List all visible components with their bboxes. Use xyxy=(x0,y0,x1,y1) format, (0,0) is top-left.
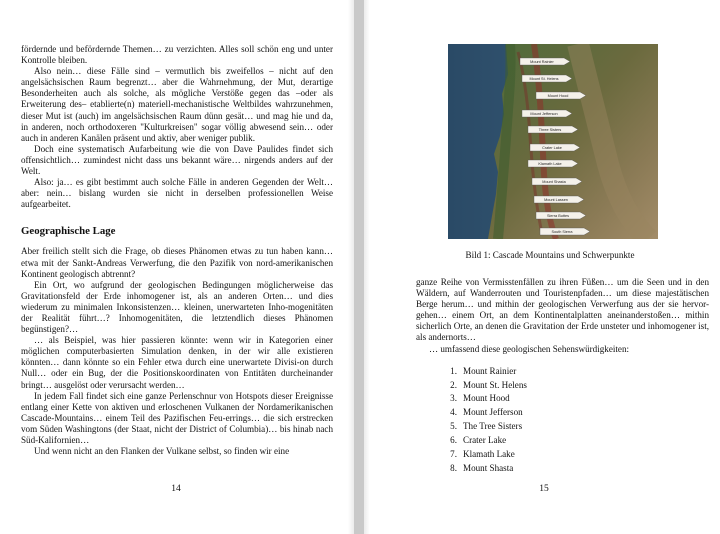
list-item-number: 4. xyxy=(450,407,457,418)
map-label xyxy=(536,212,586,219)
list-item xyxy=(416,406,709,420)
paragraph: Doch eine systematisch Aufarbeitung wie die von Dave Paulides findet sich offensichtlich… zumindest nicht dass uns bekannt wäre… nirgends anders auf der Welt. xyxy=(21,143,333,177)
paragraph: In jedem Fall findet sich eine ganze Perlenschnur von Hotspots dieser Ereignisse entlang einer Kette von aktiven und erloschenen Vulkanen der Nordamerikanischen Cascade-Mountains… einem Teil des Pazifischen Feu-errings… die sich erstrecken vom Süden Washingtons (der Staat, nicht der District of Columbia)… bis hinab nach Süd-Kalifornien… xyxy=(21,390,333,445)
map-label xyxy=(532,178,582,185)
list-item-label: The Tree Sisters xyxy=(463,421,523,432)
map-label-text: Mount Rainier xyxy=(530,60,554,65)
map-label-text: Three Sisters xyxy=(538,128,562,133)
map-label-text: Mount St. Helens xyxy=(529,77,559,82)
paragraph: Also nein… diese Fälle sind – vermutlich bis zweifellos – nicht auf den angelsächsischen Raum begrenzt… aber die Wahrnehmung, der Mut, derartige Besonderheiten auch als solche, als mögliche Verstöße gegen das –oder als Erweiterung des– etablierte(n) materiell-mechanistische Weltbildes wahrzunehmen, dieser Mut ist (auch) im angelsächsischen Raum dünn gesät… und mag hie und da, in anderen, noch orthodoxeren "Kulturkreisen" sogar völlig abwesend sein… oder auch in anderen Kanälen präsent und aktiv, aber weniger publik. xyxy=(21,66,333,143)
map-label xyxy=(530,144,580,151)
list-item-label: Mount Rainier xyxy=(463,365,517,376)
map-label xyxy=(522,75,572,82)
list-item-number: 3. xyxy=(450,393,457,404)
right-page xyxy=(364,0,720,534)
map-label-text: Mount Lassen xyxy=(544,198,568,203)
list-item xyxy=(416,462,709,476)
map-label-text: Klamath Lake xyxy=(538,162,562,167)
paragraph: Und wenn nicht an den Flanken der Vulkane selbst, so finden wir eine xyxy=(34,446,290,457)
cascade-map-figure xyxy=(448,44,658,239)
list-item-number: 8. xyxy=(450,462,457,473)
list-item xyxy=(416,392,709,406)
map-label xyxy=(528,160,578,167)
list-item-label: Mount Jefferson xyxy=(463,407,523,418)
figure-caption: Bild 1: Cascade Mountains und Schwerpunkte xyxy=(465,250,635,260)
list-item-number: 1. xyxy=(450,365,457,376)
satellite-map xyxy=(448,44,658,239)
map-label xyxy=(540,228,590,235)
paragraph: ganze Reihe von Vermisstenfällen zu ihren Füßen… um die Seen und in den Wäldern, auf Wanderrouten und Touristenpfaden… um diese majestätischen Berge herum… und mithin der geologischen Verwerfung aus der sie hervor-gehen… einem Ort, an dem Kontinentalplatten aneinanderstoßen… mithin sicherlich Orte, an denen die Gravitation der Erde unsteter und inhomogener ist, als andernorts… xyxy=(416,277,709,343)
paragraph: … als Beispiel, was hier passieren könnte: wenn wir in Kategorien einer möglichen computerbasierten Simulation denken, in der wir alle existieren könnten… dann könnte so ein Fehler etwa durch eine unerwartete Divisi-on durch Null… oder ein Bug, der die Positionskoordinaten von Entitäten durcheinander bringt… ausgelöst oder verursacht werden… xyxy=(21,335,333,390)
right-page-body xyxy=(416,277,709,476)
list-item-number: 7. xyxy=(450,449,457,459)
volcano-list xyxy=(416,365,709,476)
list-item xyxy=(416,448,709,462)
list-item xyxy=(416,434,709,448)
map-label xyxy=(520,58,570,65)
list-item-number: 6. xyxy=(450,435,457,446)
map-label-text: South Sierra xyxy=(551,230,573,235)
map-label xyxy=(528,126,578,133)
page-number: 15 xyxy=(539,484,549,494)
paragraph: Also: ja… es gibt bestimmt auch solche Fälle in anderen Gegenden der Welt… aber: nein… bislang wurden sie nicht in derselben professionellen Weise aufgearbeitet. xyxy=(21,177,333,210)
left-page xyxy=(0,0,354,534)
list-item-label: Mount Hood xyxy=(463,393,510,404)
map-label-text: Crater Lake xyxy=(542,146,562,151)
paragraph: Aber freilich stellt sich die Frage, ob dieses Phänomen etwas zu tun haben kann… etwa mit der Sankt-Andreas Verwerfung, die den Pazifik von nord-amerikanischen Kontinent geologisch abtrennt? xyxy=(21,246,333,279)
map-label-text: Mount Shasta xyxy=(542,180,566,185)
list-item-label: Crater Lake xyxy=(463,435,507,446)
map-label xyxy=(522,110,572,117)
map-label-text: Sierra Buttes xyxy=(547,214,569,219)
list-item xyxy=(416,365,709,379)
list-item-label: Mount Shasta xyxy=(463,462,514,473)
map-label xyxy=(536,92,586,99)
gutter-shadow xyxy=(364,0,370,534)
map-label xyxy=(534,196,584,203)
paragraph: fördernde und befördernde Themen… zu verzichten. Alles soll schön eng und unter Kontrolle bleiben. xyxy=(21,44,333,66)
section-heading: Geographische Lage xyxy=(21,225,116,238)
list-item-number: 5. xyxy=(450,421,457,432)
list-item-number: 2. xyxy=(450,379,457,390)
list-item xyxy=(416,379,709,393)
paragraph: … umfassend diese geologischen Sehenswürdigkeiten: xyxy=(429,343,630,354)
left-page-body xyxy=(21,44,333,457)
paragraph: Ein Ort, wo aufgrund der geologischen Bedingungen möglicherweise das Gravitationsfeld der Erde inhomogener ist, als an anderen Orten… und dies wiederum zu minimalen Inkonsistenzen… kleinen, unerwarteten Inho-mogenitäten der Realität führt…? Inhomogenitäten, die letztendlich dieses Phänomen begünstigen?… xyxy=(21,279,333,335)
list-item-label: Mount St. Helens xyxy=(463,379,527,390)
list-item xyxy=(416,420,709,434)
page-number: 14 xyxy=(171,484,181,494)
map-label-text: Mount Hood xyxy=(547,94,569,99)
gutter-shadow xyxy=(348,0,354,534)
map-label-text: Mount Jefferson xyxy=(530,112,558,117)
list-item-label: Klamath Lake xyxy=(463,449,515,459)
